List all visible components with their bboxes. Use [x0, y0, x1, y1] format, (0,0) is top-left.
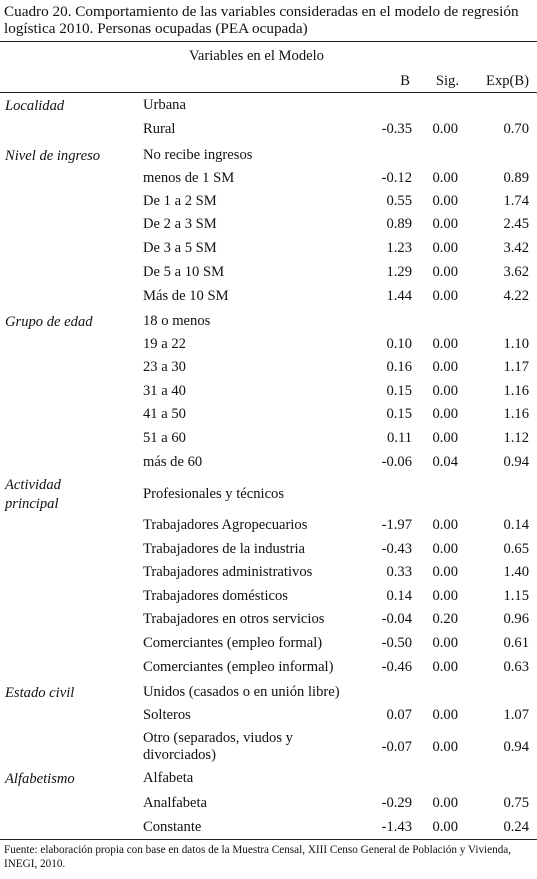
sig-cell: 0.04: [432, 454, 458, 470]
b-cell: 0.33: [386, 564, 412, 580]
exp-cell: 0.24: [503, 819, 529, 835]
table-caption: Cuadro 20. Comportamiento de las variables consideradas en el modelo de regresión logística 2010. Personas ocupadas (PEA ocupada): [4, 3, 519, 37]
category-cell: menos de 1 SM: [143, 170, 235, 186]
sig-cell: 0.20: [432, 611, 458, 627]
category-cell: Solteros: [143, 707, 191, 723]
category-cell: De 3 a 5 SM: [143, 240, 217, 256]
category-cell: Comerciantes (empleo informal): [143, 659, 334, 675]
exp-cell: 0.14: [503, 517, 529, 533]
sig-cell: 0.00: [432, 635, 458, 651]
sig-cell: 0.00: [432, 121, 458, 137]
category-cell: Analfabeta: [143, 795, 208, 811]
category-cell: De 2 a 3 SM: [143, 216, 217, 232]
bottom-rule: [0, 839, 537, 840]
b-cell: -0.12: [381, 170, 412, 186]
category-cell: más de 60: [143, 454, 203, 470]
category-cell: 18 o menos: [143, 313, 211, 329]
sig-cell: 0.00: [432, 739, 458, 755]
col-header-b: B: [400, 73, 410, 89]
b-cell: -0.04: [381, 611, 412, 627]
exp-cell: 0.94: [503, 454, 529, 470]
exp-cell: 0.70: [503, 121, 529, 137]
sig-cell: 0.00: [432, 707, 458, 723]
category-cell: De 1 a 2 SM: [143, 193, 217, 209]
sig-cell: 0.00: [432, 659, 458, 675]
b-cell: 1.44: [386, 288, 412, 304]
category-cell: Alfabeta: [143, 770, 194, 786]
sig-cell: 0.00: [432, 430, 458, 446]
b-cell: 0.55: [386, 193, 412, 209]
category-cell: Otro (separados, viudos y divorciados): [143, 730, 293, 763]
variable-label: Estado civil: [5, 685, 75, 701]
variable-label: Nivel de ingreso: [5, 148, 101, 164]
b-cell: 0.14: [386, 588, 412, 604]
col-header-exp: Exp(B): [486, 73, 529, 89]
exp-cell: 2.45: [503, 216, 529, 232]
sig-cell: 0.00: [432, 193, 458, 209]
header-rule: [0, 92, 537, 93]
sig-cell: 0.00: [432, 288, 458, 304]
b-cell: 0.15: [386, 383, 412, 399]
category-cell: Trabajadores administrativos: [143, 564, 313, 580]
sig-cell: 0.00: [432, 359, 458, 375]
b-cell: -0.07: [381, 739, 412, 755]
col-header-sig: Sig.: [435, 73, 459, 89]
exp-cell: 0.63: [503, 659, 529, 675]
sig-cell: 0.00: [432, 588, 458, 604]
category-cell: 23 a 30: [143, 359, 186, 375]
variable-label: Localidad: [5, 98, 65, 114]
exp-cell: 0.94: [503, 739, 529, 755]
exp-cell: 3.62: [503, 264, 529, 280]
source-note: Fuente: elaboración propia con base en datos de la Muestra Censal, XIII Censo General de Población y Vivienda, INEGI, 2010.: [4, 844, 512, 870]
category-cell: Constante: [143, 819, 202, 835]
category-cell: 41 a 50: [143, 406, 186, 422]
exp-cell: 1.74: [503, 193, 529, 209]
category-cell: Más de 10 SM: [143, 288, 229, 304]
b-cell: -0.35: [381, 121, 412, 137]
category-cell: No recibe ingresos: [143, 147, 253, 163]
sig-cell: 0.00: [432, 240, 458, 256]
exp-cell: 0.89: [503, 170, 529, 186]
category-cell: De 5 a 10 SM: [143, 264, 225, 280]
sig-cell: 0.00: [432, 564, 458, 580]
exp-cell: 1.15: [503, 588, 529, 604]
variable-label: Actividad principal: [5, 477, 61, 512]
category-cell: Urbana: [143, 97, 186, 113]
b-cell: 0.11: [387, 430, 412, 446]
sig-cell: 0.00: [432, 170, 458, 186]
category-cell: Rural: [143, 121, 176, 137]
category-cell: Unidos (casados o en unión libre): [143, 684, 340, 700]
exp-cell: 4.22: [503, 288, 529, 304]
sig-cell: 0.00: [432, 517, 458, 533]
exp-cell: 0.75: [503, 795, 529, 811]
sig-cell: 0.00: [432, 264, 458, 280]
exp-cell: 0.61: [503, 635, 529, 651]
exp-cell: 1.12: [503, 430, 529, 446]
exp-cell: 1.16: [503, 406, 529, 422]
group-header: Variables en el Modelo: [189, 48, 324, 64]
b-cell: -0.46: [381, 659, 412, 675]
category-cell: Trabajadores de la industria: [143, 541, 305, 557]
exp-cell: 0.65: [503, 541, 529, 557]
category-cell: Trabajadores Agropecuarios: [143, 517, 308, 533]
sig-cell: 0.00: [432, 795, 458, 811]
exp-cell: 1.10: [503, 336, 529, 352]
category-cell: Profesionales y técnicos: [143, 486, 285, 502]
sig-cell: 0.00: [432, 819, 458, 835]
sig-cell: 0.00: [432, 541, 458, 557]
sig-cell: 0.00: [432, 336, 458, 352]
b-cell: 1.29: [386, 264, 412, 280]
variable-label: Alfabetismo: [5, 771, 75, 787]
exp-cell: 0.96: [503, 611, 529, 627]
b-cell: -0.43: [381, 541, 412, 557]
b-cell: 0.10: [386, 336, 412, 352]
b-cell: -0.06: [381, 454, 412, 470]
category-cell: Trabajadores en otros servicios: [143, 611, 325, 627]
exp-cell: 3.42: [503, 240, 529, 256]
b-cell: -1.97: [381, 517, 412, 533]
category-cell: 31 a 40: [143, 383, 186, 399]
exp-cell: 1.17: [503, 359, 529, 375]
b-cell: -0.50: [381, 635, 412, 651]
sig-cell: 0.00: [432, 383, 458, 399]
b-cell: 1.23: [386, 240, 412, 256]
b-cell: 0.89: [386, 216, 412, 232]
variable-label: Grupo de edad: [5, 314, 93, 330]
b-cell: 0.07: [386, 707, 412, 723]
category-cell: 51 a 60: [143, 430, 186, 446]
b-cell: -0.29: [381, 795, 412, 811]
sig-cell: 0.00: [432, 216, 458, 232]
category-cell: 19 a 22: [143, 336, 186, 352]
b-cell: 0.15: [386, 406, 412, 422]
b-cell: 0.16: [386, 359, 412, 375]
exp-cell: 1.07: [503, 707, 529, 723]
top-rule: [0, 41, 537, 42]
exp-cell: 1.16: [503, 383, 529, 399]
category-cell: Trabajadores domésticos: [143, 588, 288, 604]
sig-cell: 0.00: [432, 406, 458, 422]
exp-cell: 1.40: [503, 564, 529, 580]
category-cell: Comerciantes (empleo formal): [143, 635, 323, 651]
b-cell: -1.43: [381, 819, 412, 835]
